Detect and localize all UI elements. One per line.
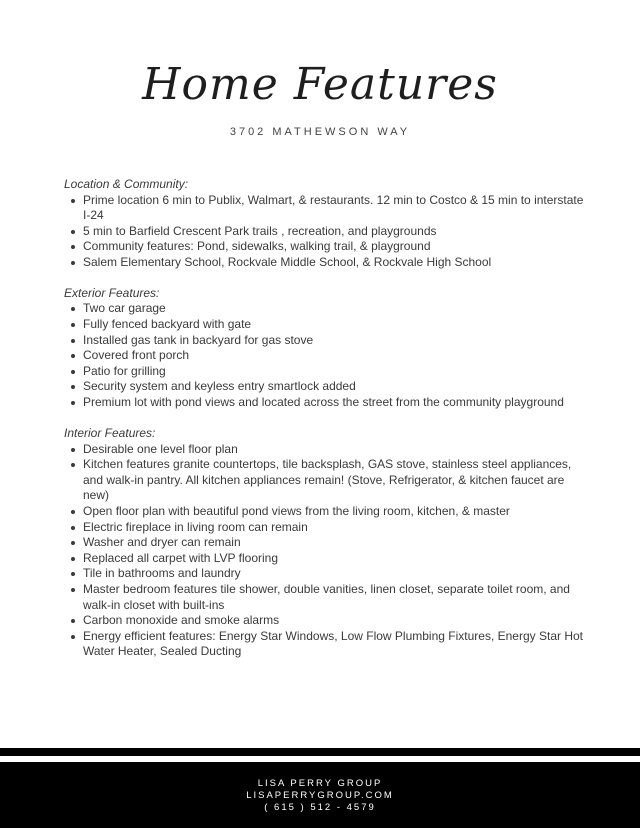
- page-title: Home Features: [142, 59, 498, 110]
- section-location-community: [64, 177, 584, 270]
- feature-list: [64, 301, 584, 410]
- list-item: Patio for grilling: [83, 364, 584, 380]
- list-item: Master bedroom features tile shower, double vanities, linen closet, separate toilet room, and walk-in closet with built-ins: [83, 582, 584, 613]
- features-content: [64, 177, 584, 675]
- footer: [0, 762, 640, 828]
- list-item: Salem Elementary School, Rockvale Middle School, & Rockvale High School: [83, 255, 584, 271]
- list-item: Fully fenced backyard with gate: [83, 317, 584, 333]
- feature-list: [64, 193, 584, 271]
- footer-website: LISAPERRYGROUP.COM: [246, 790, 394, 801]
- footer-phone: ( 615 ) 512 - 4579: [264, 802, 376, 813]
- list-item: 5 min to Barfield Crescent Park trails , recreation, and playgrounds: [83, 224, 584, 240]
- list-item: Security system and keyless entry smartlock added: [83, 379, 584, 395]
- section-title: Exterior Features:: [64, 285, 160, 300]
- section-title: Location & Community:: [64, 177, 189, 191]
- list-item: Carbon monoxide and smoke alarms: [83, 613, 584, 629]
- property-address: 3702 MATHEWSON WAY: [229, 126, 411, 138]
- list-item: Tile in bathrooms and laundry: [83, 566, 584, 582]
- list-item: Covered front porch: [83, 348, 584, 364]
- list-item: Open floor plan with beautiful pond views from the living room, kitchen, & master: [83, 504, 584, 520]
- section-exterior-features: [64, 286, 584, 411]
- section-title: Interior Features:: [64, 426, 156, 441]
- list-item: Electric fireplace in living room can remain: [83, 520, 584, 536]
- list-item: Energy efficient features: Energy Star Windows, Low Flow Plumbing Fixtures, Energy Star Hot Water Heater, Sealed Ducting: [83, 628, 583, 659]
- list-item: Kitchen features granite countertops, tile backsplash, GAS stove, stainless steel appliances, and walk-in pantry. All kitchen appliances remain! (Stove, Refrigerator, & kitchen faucet are new): [83, 457, 584, 504]
- footer-divider: [0, 748, 640, 756]
- list-item: Community features: Pond, sidewalks, walking trail, & playground: [83, 239, 584, 255]
- list-item: Washer and dryer can remain: [83, 535, 584, 551]
- list-item: Premium lot with pond views and located across the street from the community playground: [83, 395, 584, 411]
- list-item: Installed gas tank in backyard for gas stove: [83, 333, 584, 349]
- list-item: Desirable one level floor plan: [83, 442, 584, 458]
- feature-list: [64, 442, 584, 660]
- list-item: Replaced all carpet with LVP flooring: [83, 551, 584, 567]
- footer-company: LISA PERRY GROUP: [257, 778, 383, 789]
- list-item: Prime location 6 min to Publix, Walmart, & restaurants. 12 min to Costco & 15 min to interstate I-24: [83, 192, 584, 223]
- list-item: Two car garage: [83, 301, 584, 317]
- section-interior-features: [64, 426, 584, 660]
